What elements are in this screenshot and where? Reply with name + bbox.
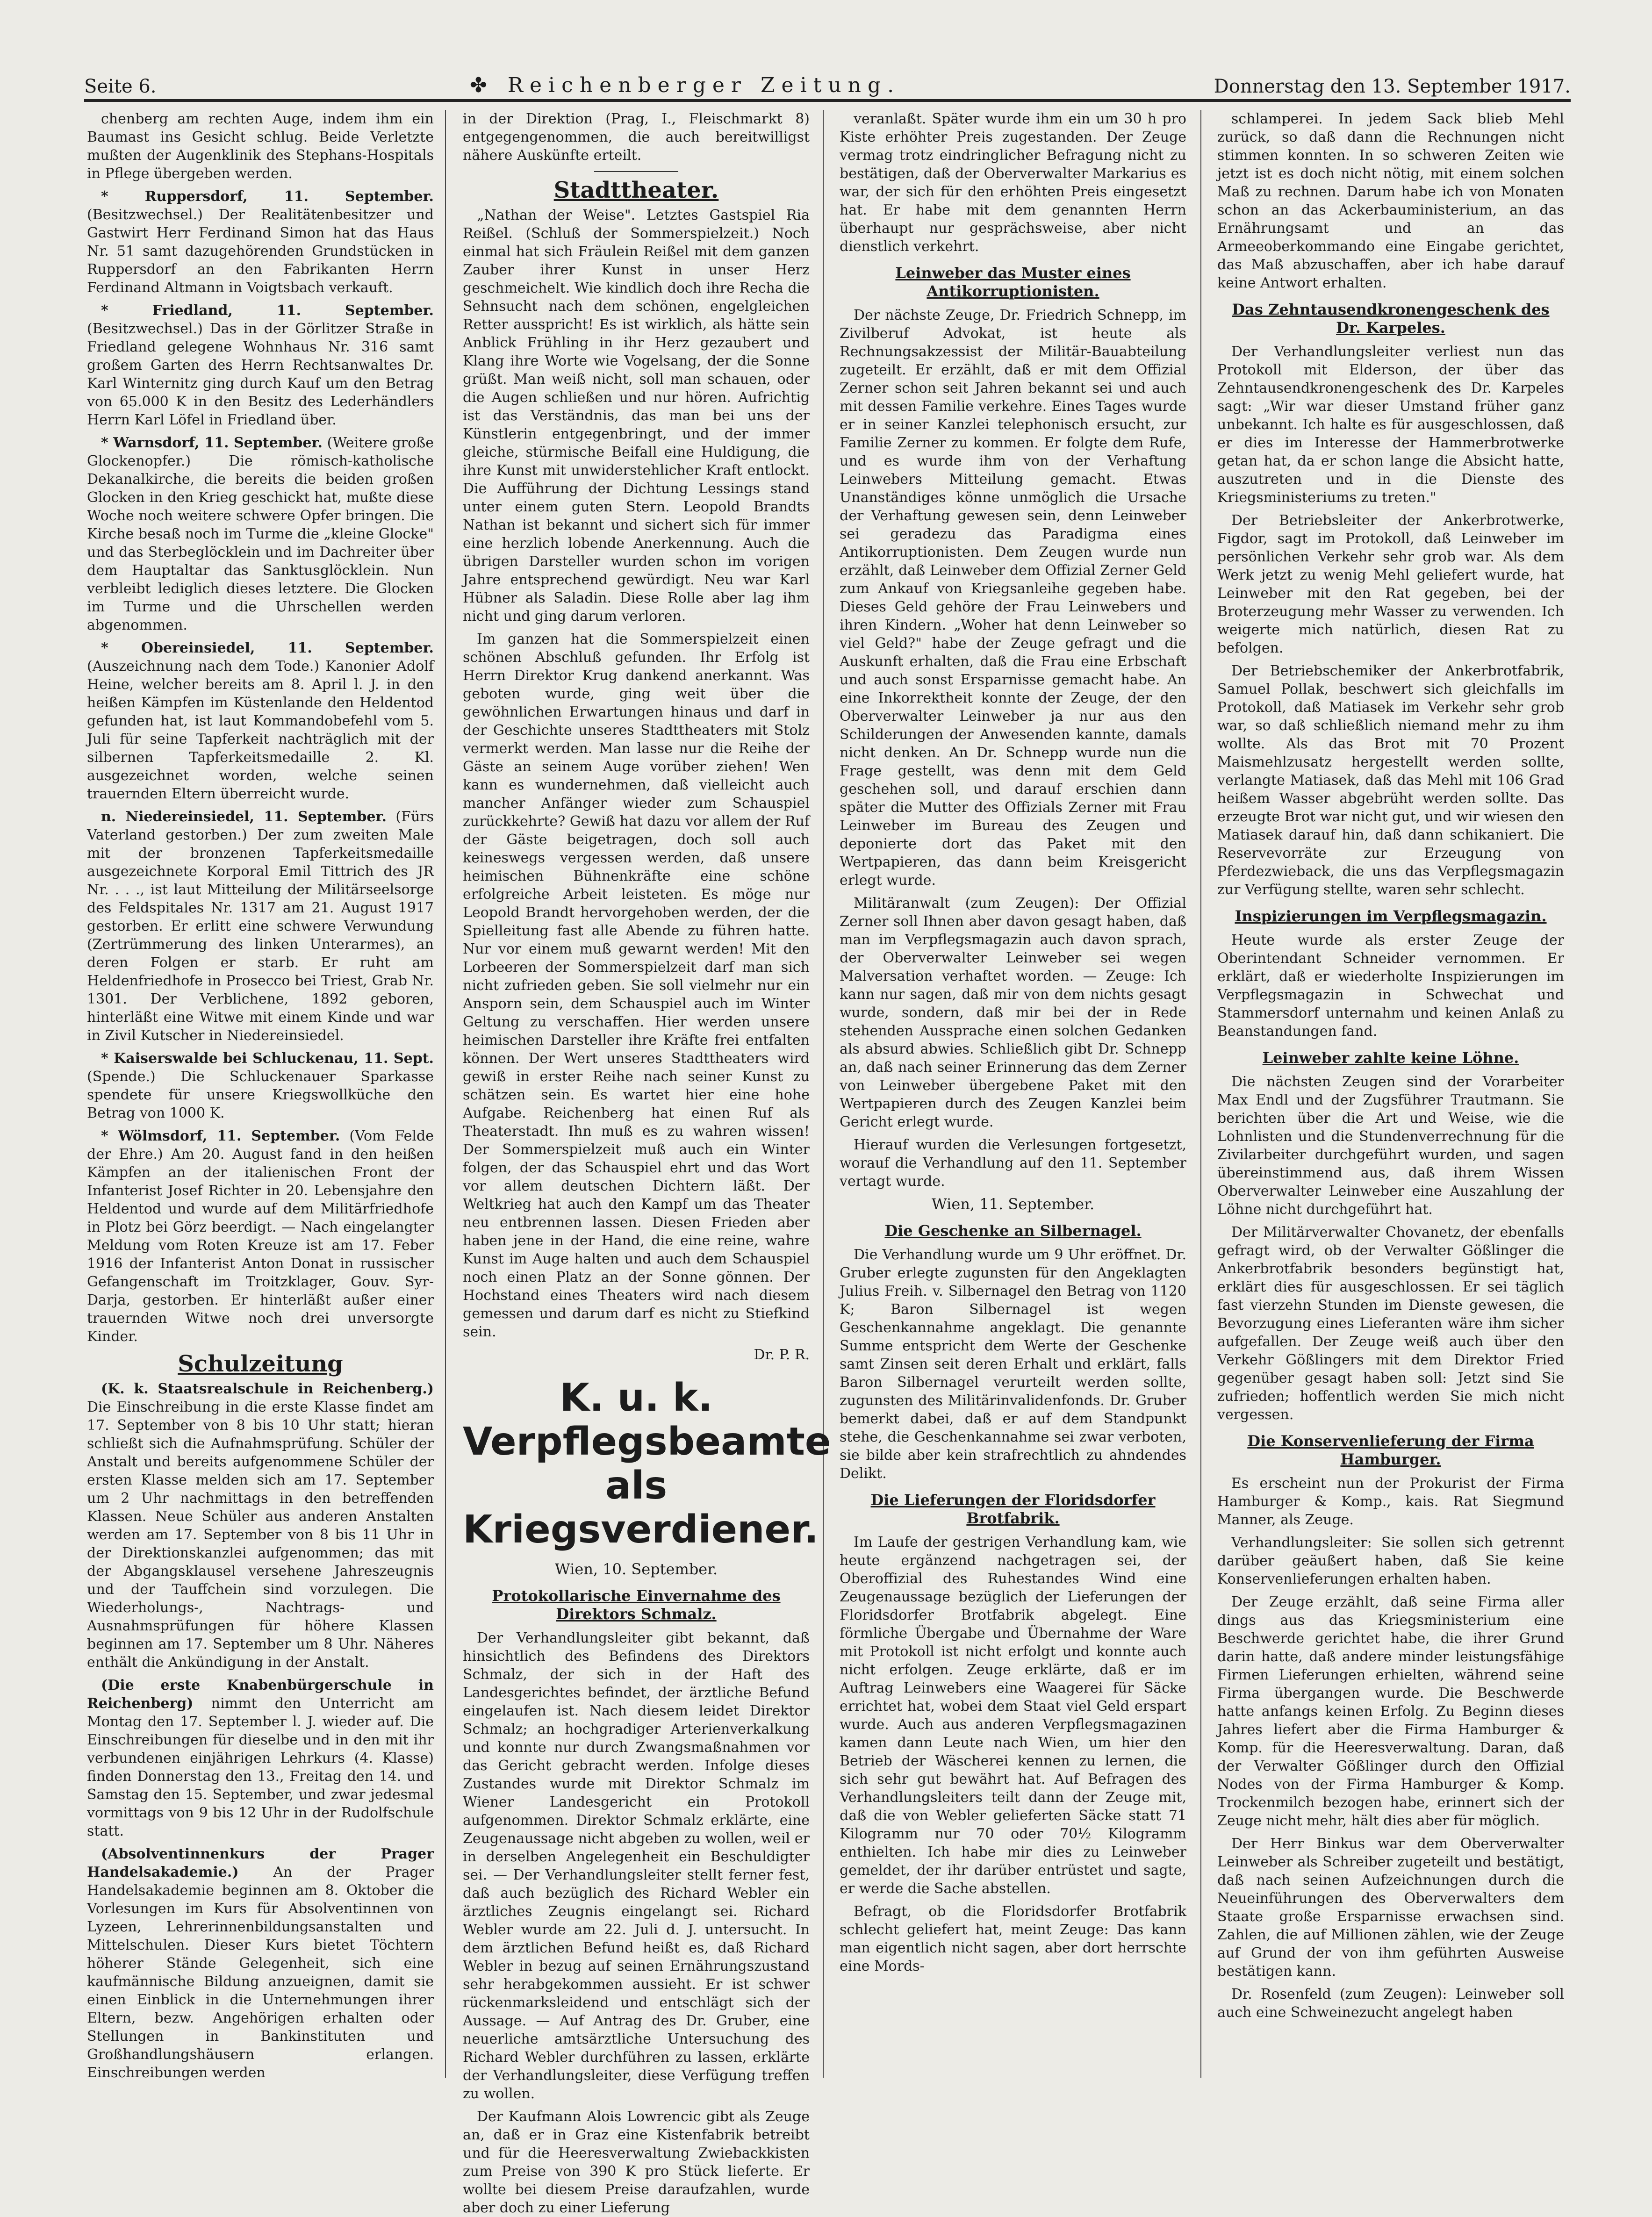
subheading: Die Geschenke an Silbernagel. — [884, 1222, 1142, 1240]
subheading: Die Konservenlieferung der Firma Hamburger. — [1247, 1432, 1534, 1468]
subheading: Leinweber zahlte keine Löhne. — [1262, 1049, 1519, 1067]
paragraph: Der nächste Zeuge, Dr. Friedrich Schnepp, im Zivilberuf Advokat, ist heute als Rechnungsakzessist der Militär-Bauabteilung zugeteilt. Er erzählt, daß er mit dem Offizial Zerner schon seit Jahren bekannt sei und auch mit dessen Familie verkehre. Eines Tages wurde er in seiner Kanzlei telephonisch ersucht, zur Familie Zerner zu kommen. Er folgte dem Rufe, und es wurde ihm von der Verhaftung Leinwebers Mitteilung gemacht. Etwas Unanständiges könne unmöglich die Ursache der Verhaftung gewesen sein, denn Leinweber sei geradezu das Paradigma eines Antikorruptionisten. Dem Zeugen wurde nun erzählt, daß Leinweber dem Offizial Zerner Geld zum Ankauf von Kriegsanleihe gegeben habe. Dieses Geld gehöre der Frau Leinwebers und ihren Kindern. „Woher hat denn Leinweber so viel Geld?" habe der Zeuge gefragt und die Auskunft erhalten, daß die Frau eine Erbschaft und auch sonst Ersparnisse gemacht habe. An eine Inkorrektheit konnte der Zeuge, der den Oberverwalter Leinweber ja nur aus den Schilderungen der Anwesenden kannte, damals nicht denken. An Dr. Schnepp wurde nun die Frage gestellt, was denn mit dem Geld geschehen soll, und darauf erschien dann später die Mutter des Offizials Zerner mit Frau Leinweber im Bureau des Zeugen und deponierte dort das Paket mit den Wertpapieren, das dann beim Kreisgericht erlegt wurde. — [840, 307, 1186, 889]
article-body — [1217, 1073, 1564, 1424]
news-text: Die Einschreibung in die erste Klasse findet am 17. September von 8 bis 10 Uhr statt; hieran schließt sich die Aufnahmsprüfung. Schüler der Anstalt und bereits aufgenommene Schüler der ersten Klasse melden sich am 17. September um 2 Uhr nachmittags in den betreffenden Klassen. Neue Schüler aus anderen Anstalten werden am 17. September von 8 bis 11 Uhr in der Direktionskanzlei aufgenommen; das mit der Abgangsklausel versehene Jahreszeugnis und der Tauffchein sind vorzulegen. Die Wiederholungs-, Nachtrags- und Ausnahmsprüfungen für höhere Klassen beginnen am 17. September um 8 Uhr. Näheres enthält die Ankündigung in der Anstalt. — [87, 1399, 434, 1671]
paragraph: Verhandlungsleiter: Sie sollen sich getrennt darüber geäußert haben, daß Sie keine Konservenlieferungen erhalten haben. — [1217, 1535, 1564, 1587]
news-paragraph — [87, 1127, 434, 1346]
paragraph-block — [463, 2108, 810, 2217]
paragraph: Die Verhandlung wurde um 9 Uhr eröffnet. Dr. Gruber erlegte zugunsten für den Angeklagten Julius Freih. v. Silbernagel den Betrag von 1120 K; Baron Silbernagel ist wegen Geschenkannahme angeklagt. Die genannte Summe entspricht dem Werte der Geschenke samt Zinsen seit deren Erhalt und erklärt, falls Baron Silbernagel verurteilt werden sollte, zugunsten des Militärinvalidenfonds. Dr. Gruber bemerkt dabei, daß er auf dem Standpunkt stehe, die Geschenkannahme sei zwar verboten, sie bilde aber kein strafrechtlich zu ahndendes Delikt. — [840, 1247, 1186, 1482]
news-paragraph — [87, 1049, 434, 1122]
news-item — [87, 187, 434, 297]
paragraph-block — [840, 1533, 1186, 1898]
news-text: An der Prager Handelsakademie beginnen am 8. Oktober die Vorlesungen im Kurs für Absolventinnen von Lyzeen, Lehrerinnenbildungsanstalten und Mittelschulen. Dieser Kurs bietet Töchtern höherer Stände Gelegenheit, sich eine kaufmännische Bildung anzueignen, damit sie einen Einblick in die Unternehmungen ihrer Eltern, bezw. Angehörigen erhalten oder Stellungen in Bankinstituten und Großhandlungshäusern erlangen. Einschreibungen werden — [87, 1864, 434, 2081]
paragraph: Dr. Rosenfeld (zum Zeugen): Leinweber soll auch eine Schweinezucht angelegt haben — [1217, 1986, 1564, 2021]
column-3 — [840, 110, 1186, 2078]
masthead-title: Reichenberger Zeitung. — [507, 73, 901, 97]
news-item — [87, 1127, 434, 1346]
paragraph-block — [840, 894, 1186, 1131]
news-paragraph — [87, 187, 434, 297]
paragraph: Der Betriebschemiker der Ankerbrotfabrik, Samuel Pollak, beschwert sich gleichfalls im Protokoll, daß Matiasek im Verkehr sehr grob war, so daß schließlich niemand mehr zu ihm wollte. Als das Brot mit 70 Prozent Maismehlzusatz hergestellt werden sollte, verlangte Matiasek, daß das Mehl mit 106 Grad heißem Wasser abgebrüht werden sollte. Das erzeugte Brot war nicht gut, und wir wiesen den Matiasek darauf hin, daß dann schikaniert. Die Reservevorräte zur Erzeugung von Pferdezwieback, die uns das Verpflegsmagazin zur Verfügung stellte, waren sehr schlecht. — [1217, 663, 1564, 898]
paragraph: Der Militärverwalter Chovanetz, der ebenfalls gefragt wird, ob der Verwalter Gößlinger die Ankerbrotfabrik besonders begünstigt hat, erklärt dies für ausgeschlossen. Er sei täglich fast vierzehn Stunden im Dienste gewesen, die Bevorzugung eines Lieferanten wäre ihm sicher aufgefallen. Der Zeuge weiß auch über den Verkehr Gößlingers mit dem Direktor Fried gegenüber gesagt haben soll: Jetzt sind Sie zufrieden; hoffentlich werden Sie mich nicht vergessen. — [1217, 1224, 1564, 1423]
paragraph: Der Verhandlungsleiter verliest nun das Protokoll mit Elderson, der über das Zehntausendkronengeschenk des Dr. Karpeles sagt: „Wir war dieser Umstand früher ganz unbekannt. Ich halte es für ausgeschlossen, daß er dies im Interesse der Hammerbrotwerke getan hat, da er schon lange die Absicht hatte, auszutreten und in die Dienste des Kriegsministeriums zu treten." — [1217, 344, 1564, 506]
article-body — [1217, 343, 1564, 899]
article-body — [840, 306, 1186, 1191]
news-text: (Besitzwechsel.) Der Realitätenbesitzer und Gastwirt Herr Ferdinand Simon hat das Haus Nr. 51 samt dazugehörenden Grundstücken in Ruppersdorf an den Fabrikanten Herrn Ferdinand Altmann in Voigtsbach verkauft. — [87, 207, 434, 296]
paragraph-block — [463, 1629, 810, 2103]
news-lead: (K. k. Staatsrealschule in Reichenberg.) — [101, 1381, 434, 1397]
paragraph-block — [1217, 1474, 1564, 1529]
news-item — [87, 808, 434, 1045]
subheading: Die Lieferungen der Floridsdorfer Brotfabrik. — [870, 1491, 1156, 1527]
page-number: Seite 6. — [84, 76, 157, 97]
article-body — [840, 1246, 1186, 1483]
paragraph: Hierauf wurden die Verlesungen fortgesetzt, worauf die Verhandlung auf den 11. September vertagt wurde. — [840, 1137, 1186, 1190]
masthead — [470, 73, 900, 97]
paragraph-block — [463, 206, 810, 625]
subheading: Inspizierungen im Verpflegsmagazin. — [1235, 907, 1547, 925]
paragraph-block — [840, 306, 1186, 890]
news-text: (Fürs Vaterland gestorben.) Der zum zweiten Male mit der bronzenen Tapferkeitsmedaille ausgezeichnete Korporal Emil Tittrich des JR Nr. . . ., ist laut Mitteilung der Militärseelsorge des Feldspitales Nr. 1317 am 21. August 1917 gestorben. Er erlitt eine schwere Verwundung (Zertrümmerung des linken Unterarmes), an deren Folgen er starb. Er ruht am Heldenfriedhofe in Prosecco bei Triest, Grab Nr. 1301. Der Verblichene, 1892 geboren, hinterläßt eine Witwe mit einem Kinde und war in Zivil Kutscher in Niedereinsiedel. — [87, 809, 434, 1044]
article-body — [1217, 110, 1564, 292]
issue-date: Donnerstag den 13. September 1917. — [1214, 76, 1571, 97]
column-divider — [823, 110, 824, 2078]
paragraph-block — [1217, 1835, 1564, 1980]
news-text: chenberg am rechten Auge, indem ihm ein Baumast ins Gesicht schlug. Beide Verletzte mußten der Augenklinik des Stephans-Hospitals in Pflege übergeben werden. — [87, 111, 434, 182]
news-text: (Spende.) Die Schluckenauer Sparkasse spendete für unsere Kriegswollküche den Betrag von 1000 K. — [87, 1069, 434, 1121]
news-paragraph — [87, 301, 434, 429]
paragraph-block — [1217, 1073, 1564, 1219]
news-lead: * Wölmsdorf, 11. September. — [101, 1128, 340, 1144]
paragraph-block — [1217, 662, 1564, 899]
paragraph: veranlaßt. Später wurde ihm ein um 30 h pro Kiste erhöhter Preis zugestanden. Der Zeuge vermag trotz eindringlicher Befragung nicht zu bestätigen, daß der Oberverwalter Markarius es war, der sich für den erhöhten Preis eingesetzt hat. Er habe mit dem genannten Herrn überhaupt nur gesprächsweise, aber nicht dienstlich verkehrt. — [840, 111, 1186, 255]
news-lead: (Die erste Knabenbürgerschule in Reichenberg) — [87, 1677, 434, 1712]
paragraph-block — [1217, 1985, 1564, 2022]
news-item — [87, 1049, 434, 1122]
news-lead: * Ruppersdorf, 11. September. — [101, 188, 434, 205]
news-text: (Auszeichnung nach dem Tode.) Kanonier Adolf Heine, welcher bereits am 8. April l. J. in den heißen Kämpfen im Küstenlande den Heldentod gefunden hat, ist laut Kommandobefehl vom 5. Juli für seine Tapferkeit nachträglich mit der silbernen Tapferkeitsmedaille 2. Kl. ausgezeichnet worden, welche seinen trauernden Eltern überreicht wurde. — [87, 658, 434, 802]
news-paragraph — [87, 1676, 434, 1840]
paragraph: Der Zeuge erzählt, daß seine Firma aller dings aus das Kriegsministerium eine Beschwerde gerichtet habe, die ihrer Grund darin hatte, daß andere minder leistungsfähige Firmen Lieferungen erhielten, während seine Firma übergangen wurde. Die Beschwerde hatte anfangs keinen Erfolg. Zu Beginn dieses Jahres liefert aber die Firma Hamburger & Komp. für die Heeresverwaltung. Daran, daß der Verwalter Gößlinger durch den Offizial Nodes von der Firma Hamburger & Komp. Trockenmilch bezogen habe, erinnert sich der Zeuge nicht mehr, hält dies aber für möglich. — [1217, 1594, 1564, 1829]
article-body — [463, 1629, 810, 2217]
news-item — [87, 434, 434, 634]
article-body — [840, 1533, 1186, 1975]
news-item — [87, 301, 434, 429]
review-signature: Dr. P. R. — [754, 1347, 810, 1363]
dateline: Wien, 10. September. — [554, 1560, 718, 1578]
news-item — [87, 1845, 434, 2082]
news-lead: n. Niedereinsiedel, 11. September. — [101, 809, 387, 825]
news-text: (Weitere große Glockenopfer.) Die römisch-katholische Dekanalkirche, die bereits die beiden großen Glocken in den Krieg geschickt hat, mußte diese Woche noch weitere schwere Opfer bringen. Die Kirche besaß noch im Turme die „kleine Glocke" und das Sterbeglöcklein und im Dachreiter über dem Hauptaltar das Sanktusglöcklein. Nun verbleibt lediglich dieses letztere. Die Glocken im Turme und die Uhrschellen werden abgenommen. — [87, 435, 434, 633]
paragraph: Der Kaufmann Alois Lowrencic gibt als Zeuge an, daß er in Graz eine Kistenfabrik betreibt und für die Heeresverwaltung Zwiebackkisten zum Preise von 390 K pro Stück lieferte. Er wollte bei diesem Preise daraufzahlen, wurde aber doch zu einer Lieferung — [463, 2109, 810, 2216]
paragraph-block — [1217, 511, 1564, 657]
news-lead: (Absolventinnenkurs der Prager Handelsakademie.) — [87, 1846, 434, 1880]
news-paragraph — [87, 639, 434, 803]
page-header — [84, 69, 1571, 97]
news-paragraph — [87, 1845, 434, 2082]
paragraph: „Nathan der Weise". Letztes Gastspiel Ria Reißel. (Schluß der Sommerspielzeit.) Noch einmal hat sich Fräulein Reißel mit dem ganzen Zauber ihrer Kunst in unser Herz geschmeichelt. Wie kindlich doch ihre Recha die Sehnsucht nach dem schönen, engelgleichen Retter ausspricht! Es ist wirklich, als hätte sein Anblick Frühling in ihr Herz gezaubert und Klang ihre Worte wie Vogelsang, der die Sonne grüßt. Man weiß nicht, soll man schauen, oder die Augen schließen und nur hören. Aufrichtig ist das Verständnis, das man bei uns der Künstlerin entgegenbringt, und der immer gleiche, stürmische Beifall eine Huldigung, die ihre Kunst mit unwiderstehlicher Kraft entlockt. Die Aufführung der Dichtung Lessings stand unter einem guten Stern. Leopold Brandts Nathan ist bekannt und sichert sich für immer eine herzlich lobende Anerkennung. Auch die übrigen Darsteller wurden schon im vorigen Jahre entsprechend gewürdigt. Neu war Karl Hübner als Saladin. Diese Rolle aber lag ihm nicht und ging darum verloren. — [463, 207, 810, 624]
paragraph-block — [1217, 1534, 1564, 1588]
headline: K. u. k. Verpflegsbeamte als Kriegsverdiener. — [463, 1376, 831, 1552]
theater-review — [463, 206, 810, 1341]
news-paragraph — [87, 1380, 434, 1672]
dateline: Wien, 11. September. — [931, 1195, 1095, 1213]
section-title-school: Schulzeitung — [178, 1351, 343, 1377]
news-lead: * Kaiserswalde bei Schluckenau, 11. Sept. — [101, 1050, 434, 1067]
section-title-theater: Stadttheater. — [553, 177, 719, 203]
paragraph: schlamperei. In jedem Sack blieb Mehl zurück, so daß dann die Rechnungen nicht stimmen konnten. In so schweren Zeiten wie jetzt ist es doch nicht nötig, mit einem solchen Maß zu rechnen. Darum habe ich von Monaten schon an das Ackerbauministerium, an das Ernährungsamt und an das Armeeoberkommando eine Eingabe gerichtet, das Maß abzuschaffen, aber ich habe darauf keine Antwort erhalten. — [1217, 111, 1564, 291]
paragraph-block — [1217, 1223, 1564, 1424]
news-item — [87, 110, 434, 183]
paragraph: Der Verhandlungsleiter gibt bekannt, daß hinsichtlich des Befindens des Direktors Schmalz, der sich in der Haft des Landesgerichtes befindet, der ärztliche Befund eingelaufen ist. Nach diesem leidet Direktor Schmalz; an hochgradiger Arterienverkalkung und konnte nur durch Zwangsmaßnahmen vor das Gericht gebracht werden. Infolge dieses Zustandes wurde mit Direktor Schmalz im Wiener Landesgericht ein Protokoll aufgenommen. Direktor Schmalz erklärte, eine Zeugenaussage nicht abgeben zu wollen, weil er in derselben Angelegenheit ein Beschuldigter sei. — Der Verhandlungsleiter stellt ferner fest, daß auch bezüglich des Richard Webler ein ärztliches Zeugnis eingelangt sei. Richard Webler wurde am 22. Juli d. J. untersucht. In dem ärztlichen Befund heißt es, daß Richard Webler in bezug auf seinen Ernährungszustand sehr herabgekommen aussieht. Er ist schwer rückenmarksleidend und entschlägt sich der Aussage. — Auf Antrag des Dr. Gruber, eine neuerliche amtsärztliche Untersuchung des Richard Webler durchführen zu lassen, erklärte der Verhandlungsleiter, diese Verfügung treffen zu wollen. — [463, 1630, 810, 2102]
paragraph-block — [1217, 931, 1564, 1040]
divider — [594, 171, 678, 172]
article-continuation: in der Direktion (Prag, I., Fleischmarkt 8) entgegengenommen, die auch bereitwilligst nähere Auskünfte erteilt. — [463, 111, 810, 164]
paragraph: Es erscheint nun der Prokurist der Firma Hamburger & Komp., kais. Rat Siegmund Manner, als Zeuge. — [1217, 1475, 1564, 1528]
news-text: (Vom Felde der Ehre.) Am 20. August fand in den heißen Kämpfen an der italienischen Front der Infanterist Josef Richter in 20. Lebensjahre den Heldentod und wurde auf dem Militärfriedhofe in Plotz bei Görz beerdigt. — Nach eingelangter Meldung vom Roten Kreuze ist am 17. Feber 1916 der Infanterist Anton Donat in russischer Gefangenschaft im Troitzklager, Gouv. Syr-Darja, gestorben. Er hinterläßt außer einer trauernden Witwe noch drei unversorgte Kinder. — [87, 1128, 434, 1345]
paragraph-block — [840, 1246, 1186, 1483]
news-text: nimmt den Unterricht am Montag den 17. September l. J. wieder auf. Die Einschreibungen für dieselbe und in den mit ihr verbundenen einjährigen Lehrkurs (4. Klasse) finden Donnerstag den 13., Freitag den 14. und Samstag den 15. September, und zwar jedesmal vormittags von 9 bis 12 Uhr in der Rudolfschule statt. — [87, 1695, 434, 1839]
header-rule — [84, 99, 1571, 102]
paragraph: Befragt, ob die Floridsdorfer Brotfabrik schlecht geliefert hat, meint Zeuge: Das kann man eigentlich nicht sagen, aber dort herrschte eine Mords- — [840, 1903, 1186, 1974]
paragraph-block — [1217, 343, 1564, 507]
news-lead: * Obereinsiedel, 11. September. — [101, 640, 434, 656]
paragraph: Die nächsten Zeugen sind der Vorarbeiter Max Endl und der Zugsführer Trautmann. Sie berichten über die Art und Weise, wie die Lohnlisten und die Stundenverrechnung für die Zivilarbeiter durchgeführt wurden, und sagen übereinstimmend aus, daß ihrem Wissen Oberverwalter Leinweber eine Auszahlung der Löhne nicht durchgeführt hat. — [1217, 1074, 1564, 1218]
ornament-icon: ✤ — [470, 73, 494, 97]
column-divider — [445, 110, 446, 2078]
column-divider — [1200, 110, 1201, 2078]
paragraph-block — [1217, 110, 1564, 292]
subheading: Leinweber das Muster eines Antikorruptionisten. — [895, 264, 1131, 300]
paragraph: Der Herr Binkus war dem Oberverwalter Leinweber als Schreiber zugeteilt und bestätigt, daß nach seinen Aufzeichnungen durch die Neueinführungen des Oberverwalters dem Staate große Ersparnisse erwachsen sind. Zahlen, die auf Millionen zählen, wie der Zeuge auf Grund der von ihm geführten Ausweise bestätigen kann. — [1217, 1836, 1564, 1980]
article-body — [840, 110, 1186, 256]
paragraph: Heute wurde als erster Zeuge der Oberintendant Schneider vernommen. Er erklärt, daß er wiederholte Inspizierungen im Verpflegsmagazin in Schwechat und Stammersdorf unternahm und keinen Anlaß zu Beanstandungen fand. — [1217, 932, 1564, 1040]
paragraph: Der Betriebsleiter der Ankerbrotwerke, Figdor, sagt im Protokoll, daß Leinweber im persönlichen Verkehr sehr grob war. Als dem Werk jetzt zu wenig Mehl geliefert wurde, hat Leinweber mit den Rat gegeben, bei der Broterzeugung mehr Wasser zu verwenden. Ich weigerte mich natürlich, diesen Rat zu befolgen. — [1217, 512, 1564, 656]
paragraph-block — [463, 630, 810, 1341]
paragraph: Im Laufe der gestrigen Verhandlung kam, wie heute ergänzend nachgetragen sei, der Oberoffizial des Ruhestandes Wind eine Zeugenaussage bezüglich der Lieferungen der Floridsdorfer Brotfabrik abgelegt. Eine förmliche Übergabe und Übernahme der Ware mit Protokoll ist nicht erfolgt und konnte auch nicht erfolgen. Zeuge erklärte, daß er im Auftrag Leinwebers eine Waagerei für Säcke errichtet hat, wobei dem Staat viel Geld erspart wurde. Auch aus anderen Verpflegsmagazinen kamen dann Leute nach Wien, um hier den Betrieb der Wäscherei kennen zu lernen, die sich sehr gut bewährt hat. Auf Befragen des Verhandlungsleiters teilt dann der Zeuge mit, daß die von Webler gelieferten Säcke statt 71 Kilogramm nur 70 oder 70½ Kilogramm enthielten. Ich habe mir dies zu Leinweber gemeldet, der ihr darüber entrüstet und sagte, er werde die Sache abstellen. — [840, 1534, 1186, 1897]
paragraph: Im ganzen hat die Sommerspielzeit einen schönen Abschluß gefunden. Ihr Erfolg ist Herrn Direktor Krug dankend anerkannt. Was geboten wurde, ging weit über die gewöhnlichen Erwartungen hinaus und darf in der Geschichte unseres Stadttheaters mit Stolz vermerkt werden. Man lasse nur die Reihe der Gäste an seinem Auge vorüber ziehen! Wen kann es wundernehmen, daß vielleicht auch mancher Anfänger wieder zum Schauspiel zurückkehrte? Gewiß hat dazu vor allem der Ruf der Gäste beigetragen, doch soll auch keineswegs vergessen werden, daß unsere heimischen Bühnenkräfte eine schöne erfolgreiche Arbeit leisteten. Es möge nur Leopold Brandt hervorgehoben werden, der die Spielleitung fast alle Abende zu führen hatte. Nur vor einem muß gewarnt werden! Mit den Lorbeeren der Sommerspielzeit darf man sich nicht zufrieden geben. Sie soll vielmehr nur ein Ansporn sein, dem Schauspiel auch im Winter Geltung zu verschaffen. Hier werden unsere heimischen Darsteller ihre Kräfte frei entfalten können. Der Wert unseres Stadttheaters wird gewiß in erster Reihe nach seiner Kunst zu schätzen sein. Es wartet hier eine hohe Aufgabe. Reichenberg hat einen Ruf als Theaterstadt. Ihn muß es zu wahren wissen! Der Sommerspielzeit muß auch ein Winter folgen, der das Schauspiel ehrt und das Wort vor allem deutschen Dichtern läßt. Der Weltkrieg hat auch den Kampf um das Theater neu entbrennen lassen. Diesen Frieden aber haben jene in der Hand, die eine reine, wahre Kunst im Auge halten und auch dem Schauspiel noch einen Platz an der Sonne gönnen. Der Hochstand eines Theaters wird nach diesem gemessen und darum darf es nicht zu Stiefkind sein. — [463, 631, 810, 1340]
news-paragraph — [87, 434, 434, 634]
news-item — [87, 1676, 434, 1840]
news-item — [87, 639, 434, 803]
news-lead: * Warnsdorf, 11. September. — [101, 435, 323, 451]
news-item — [87, 1380, 434, 1672]
news-paragraph — [87, 808, 434, 1045]
paragraph-block — [840, 1136, 1186, 1191]
column-1 — [87, 110, 434, 2081]
subheading: Das Zehntausendkronengeschenk des Dr. Karpeles. — [1232, 301, 1550, 337]
news-lead: * Friedland, 11. September. — [101, 302, 434, 319]
local-news — [87, 110, 434, 1346]
column-4 — [1217, 110, 1564, 2078]
paragraph: Militäranwalt (zum Zeugen): Der Offizial Zerner soll Ihnen aber davon gesagt haben, daß man im Verpflegsmagazin auch davon sprach, der Oberverwalter Leinweber sei wegen Malversation verhaftet worden. — Zeuge: Ich kann nur sagen, daß mir von dem nichts gesagt wurde, sondern, daß mir bei der in Rede stehenden Aussprache einen solchen Gedanken als absurd abwies. Schließlich gibt Dr. Schnepp an, daß nach seiner Erinnerung das dem Zerner von Leinweber übergebene Paket mit den Wertpapieren durch des Zeugen Kanzlei beim Gericht erlegt wurde. — [840, 895, 1186, 1130]
news-paragraph — [87, 110, 434, 183]
news-text: (Besitzwechsel.) Das in der Görlitzer Straße in Friedland gelegene Wohnhaus Nr. 316 samt großem Garten des Herrn Rechtsanwaltes Dr. Karl Winternitz ging durch Kauf um den Betrag von 65.000 K in den Besitz des Lederhändlers Herrn Karl Löfel in Friedland über. — [87, 321, 434, 428]
subheading: Protokollarische Einvernahme des Direktors Schmalz. — [492, 1587, 781, 1623]
paragraph-block — [1217, 1593, 1564, 1830]
article-body — [1217, 1474, 1564, 2022]
school-news — [87, 1380, 434, 2082]
paragraph-block — [840, 110, 1186, 256]
article-body — [1217, 931, 1564, 1040]
paragraph-block — [840, 1902, 1186, 1975]
column-2 — [463, 110, 831, 2216]
